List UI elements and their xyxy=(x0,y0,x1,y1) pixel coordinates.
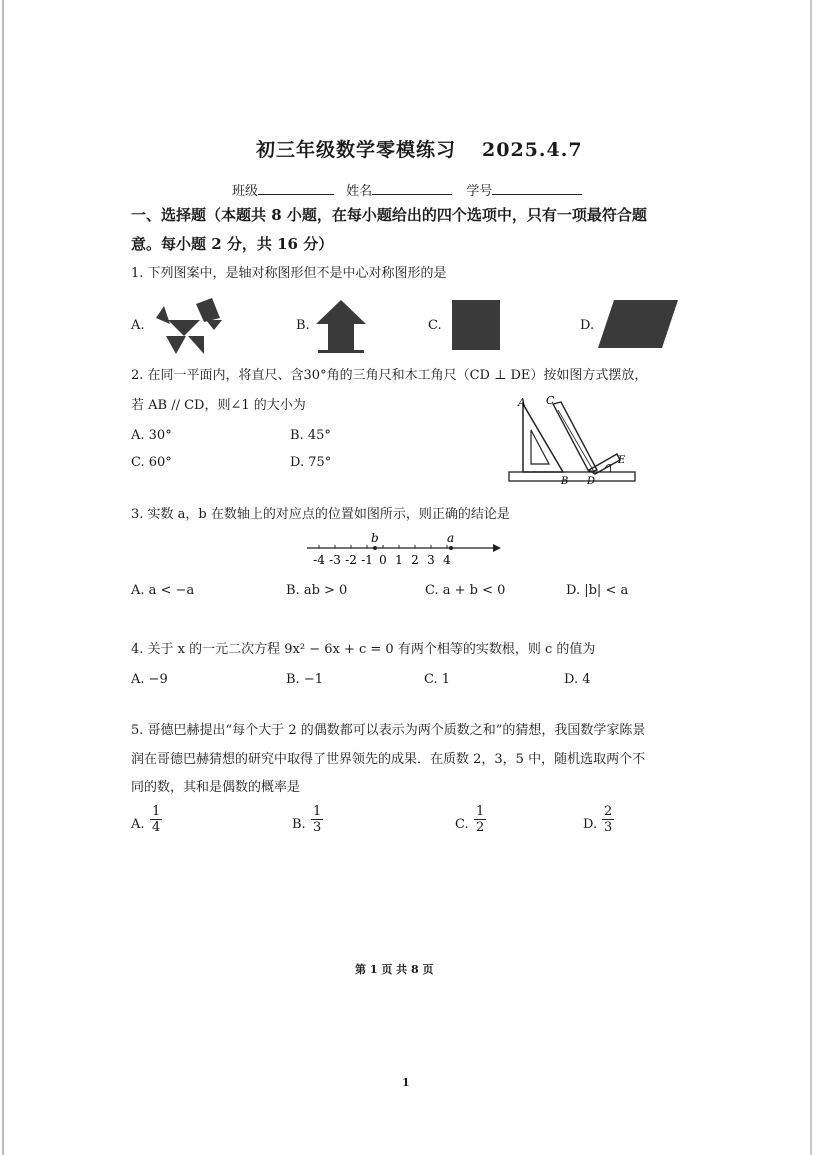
q2-option-d: D. 75° xyxy=(290,455,332,470)
q5-option-d-fraction xyxy=(602,804,614,835)
q1-option-d: D. xyxy=(580,318,595,333)
q2-ruler-figure xyxy=(505,392,640,488)
q5-option-b-numerator: 1 xyxy=(313,804,322,819)
q1-option-a: A. xyxy=(131,318,145,333)
q4-option-d: D. 4 xyxy=(564,672,591,687)
q5-option-d-denominator: 3 xyxy=(604,820,613,835)
tick-label: -3 xyxy=(329,553,341,567)
scan-border-left xyxy=(2,0,4,1155)
q5-option-c-numerator: 1 xyxy=(476,804,485,819)
tick-label: 0 xyxy=(379,553,387,567)
q4-option-a: A. −9 xyxy=(131,672,168,687)
point-label-b: b xyxy=(371,531,379,545)
q5-option-b-label: B. xyxy=(292,817,306,832)
q3-stem: 3. 实数 a，b 在数轴上的对应点的位置如图所示，则正确的结论是 xyxy=(131,507,510,522)
q5-option-a-denominator: 4 xyxy=(152,820,161,835)
parallelogram-icon xyxy=(598,300,678,348)
q2-stem-line1: 2. 在同一平面内，将直尺、含30°角的三角尺和木工角尺（CD ⊥ DE）按如图方式摆放， xyxy=(131,368,648,383)
q5-stem-line3: 同的数，其和是偶数的概率是 xyxy=(131,780,301,795)
name-field[interactable] xyxy=(372,182,452,195)
q4-option-c: C. 1 xyxy=(424,672,451,687)
q5-option-b-denominator: 3 xyxy=(313,820,322,835)
tick-label: 3 xyxy=(427,553,435,567)
scan-border-right xyxy=(810,0,812,1155)
exam-date: 2025.4.7 xyxy=(482,139,583,161)
page-info-footer: 第 1 页 共 8 页 xyxy=(355,963,434,976)
q3-option-c: C. a + b < 0 xyxy=(425,583,506,598)
figure-label-d: D xyxy=(587,476,596,487)
up-arrow-icon xyxy=(314,298,368,356)
section-heading-line1: 一、选择题（本题共 8 小题，在每小题给出的四个选项中，只有一项最符合题 xyxy=(131,206,647,224)
tick-label: -2 xyxy=(345,553,357,567)
tick-label: -1 xyxy=(361,553,373,567)
figure-label-b: B xyxy=(561,476,569,487)
class-field[interactable] xyxy=(258,182,334,195)
student-info-row xyxy=(232,180,582,199)
q5-option-a-fraction xyxy=(150,804,162,835)
q5-stem-line2: 润在哥德巴赫猜想的研究中取得了世界领先的成果．在质数 2，3，5 中，随机选取两个不 xyxy=(131,752,646,767)
q4-option-b: B. −1 xyxy=(286,672,323,687)
q5-option-c-label: C. xyxy=(455,817,469,832)
q5-option-d-numerator: 2 xyxy=(604,804,613,819)
figure-label-e: E xyxy=(618,455,626,466)
q2-stem-line2: 若 AB // CD，则∠1 的大小为 xyxy=(131,398,306,413)
q5-option-a-label: A. xyxy=(131,817,145,832)
q3-option-a: A. a < −a xyxy=(131,583,195,598)
figure-label-angle-1: 1 xyxy=(608,465,614,474)
q2-option-a: A. 30° xyxy=(131,428,172,443)
student-id-field[interactable] xyxy=(492,182,582,195)
q1-option-c: C. xyxy=(428,318,442,333)
q5-option-a-numerator: 1 xyxy=(152,804,161,819)
figure-label-a: A xyxy=(518,396,526,409)
q5-option-c-fraction xyxy=(474,804,486,835)
name-label: 姓名 xyxy=(346,184,373,199)
tick-label: 1 xyxy=(395,553,403,567)
q5-option-c-denominator: 2 xyxy=(476,820,485,835)
tick-label: 2 xyxy=(411,553,419,567)
section-heading-line2: 意。每小题 2 分，共 16 分） xyxy=(131,235,334,253)
q3-number-line xyxy=(303,530,508,570)
q3-option-d: D. |b| < a xyxy=(566,583,629,598)
q1-option-b: B. xyxy=(296,318,310,333)
point-b xyxy=(373,546,377,550)
tick-label: 4 xyxy=(443,553,451,567)
tangram-dog-icon xyxy=(150,296,226,356)
q3-option-b: B. ab > 0 xyxy=(286,583,348,598)
q2-option-c: C. 60° xyxy=(131,455,172,470)
q5-option-b-fraction xyxy=(311,804,323,835)
page-title: 初三年级数学零模练习 xyxy=(256,139,457,161)
q4-stem: 4. 关于 x 的一元二次方程 9x² − 6x + c = 0 有两个相等的实数根，则 c 的值为 xyxy=(131,642,596,657)
page-number: 1 xyxy=(402,1076,410,1089)
square-icon xyxy=(452,300,500,350)
q1-stem: 1. 下列图案中，是轴对称图形但不是中心对称图形的是 xyxy=(131,266,447,281)
class-label: 班级 xyxy=(232,184,259,199)
tick-label: -4 xyxy=(313,553,325,567)
q5-stem-line1: 5. 哥德巴赫提出“每个大于 2 的偶数都可以表示为两个质数之和”的猜想，我国数学家陈景 xyxy=(131,723,646,738)
student-id-label: 学号 xyxy=(466,184,493,199)
q5-option-d-label: D. xyxy=(583,817,598,832)
figure-label-c: C xyxy=(546,394,555,407)
point-a xyxy=(449,546,453,550)
point-label-a: a xyxy=(447,531,455,545)
q2-option-b: B. 45° xyxy=(290,428,331,443)
